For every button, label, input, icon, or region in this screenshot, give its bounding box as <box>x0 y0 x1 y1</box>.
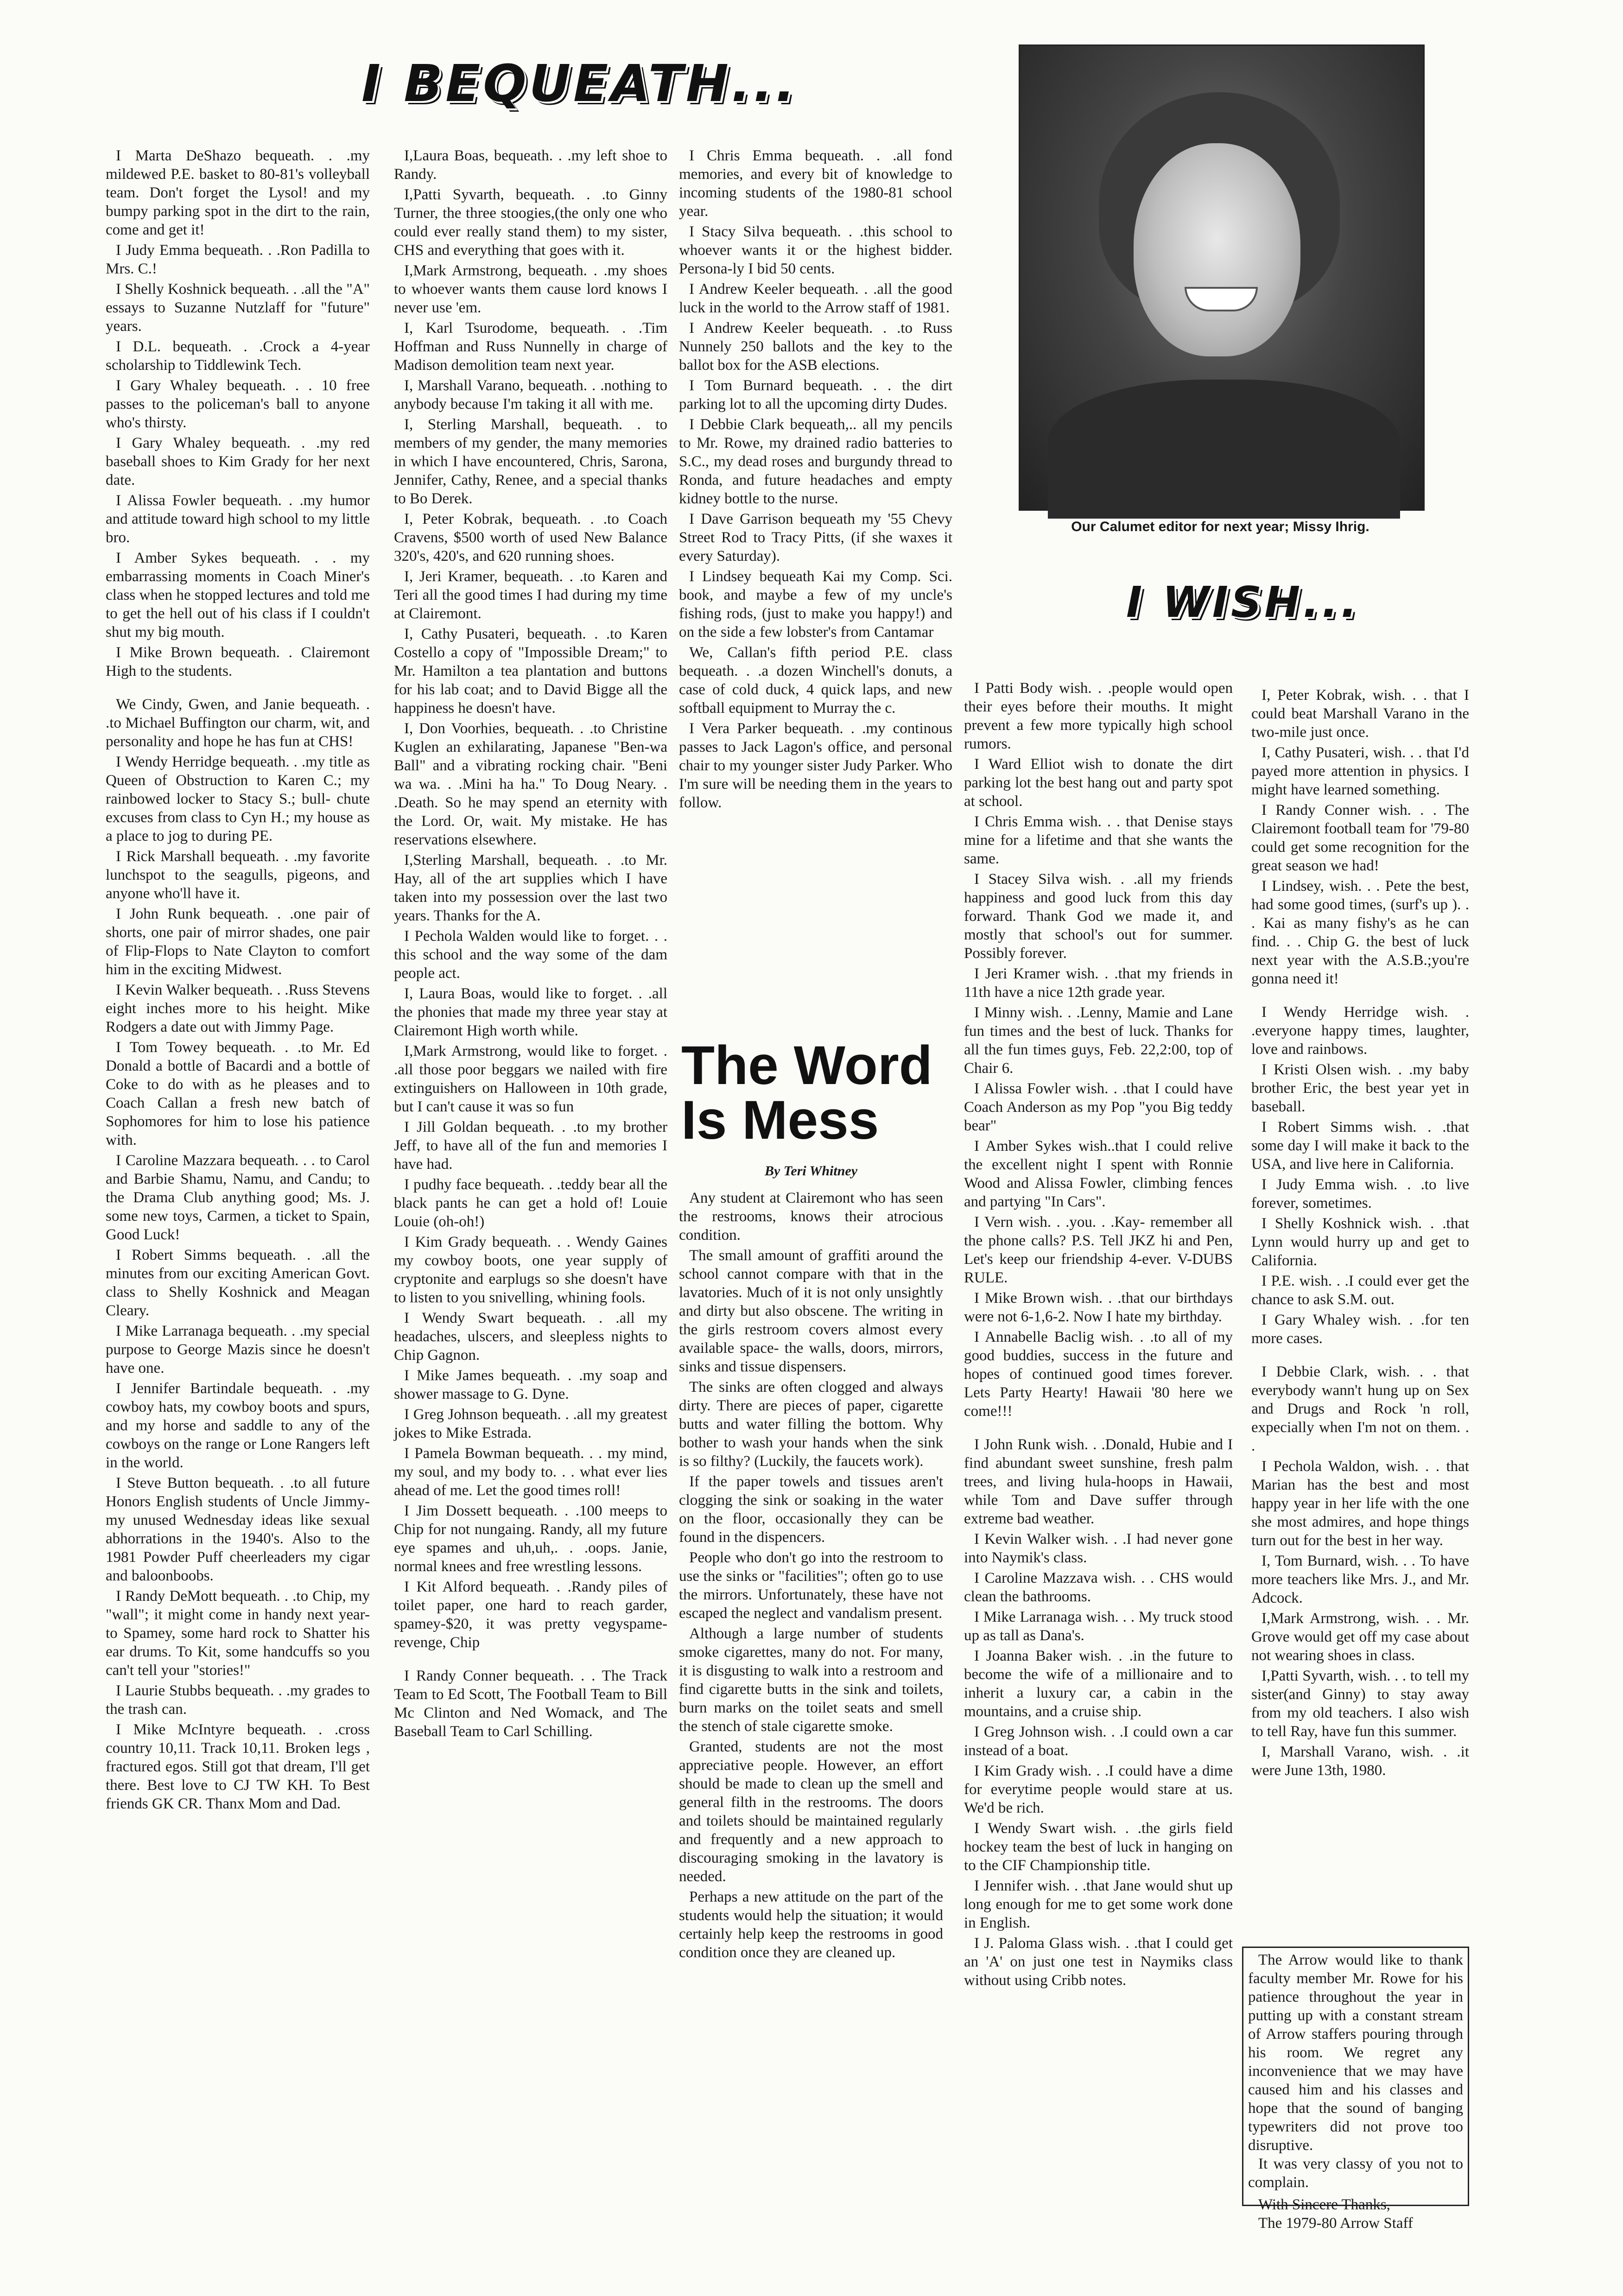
entry-paragraph: I Patti Body wish. . .people would open their eyes before their mouths. It might prevent a few more typically high school rumors. <box>964 680 1233 752</box>
entry-paragraph: I D.L. bequeath. . .Crock a 4-year scholarship to Tiddlewink Tech. <box>106 338 370 374</box>
notice-signature: The 1979-80 Arrow Staff <box>1258 2215 1413 2232</box>
entry-paragraph: I Tom Towey bequeath. . .to Mr. Ed Donald a bottle of Bacardi and a bottle of Coke to do with as he pleases and to Coach Callan a fresh new batch of Sophomores for him to lose his patience with. <box>106 1039 370 1148</box>
entry-paragraph: I P.E. wish. . .I could ever get the chance to ask S.M. out. <box>1251 1273 1469 1308</box>
bequeath-column-2 <box>394 146 667 2232</box>
article-byline: By Teri Whitney <box>764 1163 858 1179</box>
entry-paragraph: I Vern wish. . .you. . .Kay- remember all the phone calls? P.S. Tell JKZ hi and Pen, Let's keep our friendship 4-ever. V-DUBS RULE. <box>964 1214 1233 1286</box>
entry-paragraph: I Ward Elliot wish to donate the dirt parking lot the best hang out and party spot at school. <box>964 756 1233 810</box>
entry-paragraph: I Mike Larranaga wish. . . My truck stood up as tall as Dana's. <box>964 1609 1233 1644</box>
entry-paragraph: I Kevin Walker wish. . .I had never gone into Naymik's class. <box>964 1531 1233 1566</box>
entry-paragraph: I Jill Goldan bequeath. . .to my brother Jeff, to have all of the fun and memories I have had. <box>394 1119 667 1173</box>
entry-paragraph: I Amber Sykes wish..that I could relive the excellent night I spent with Ronnie Wood and Alissa Fowler, climbing fences and partying "In Cars". <box>964 1138 1233 1210</box>
entry-paragraph: I, Marshall Varano, bequeath. . .nothing to anybody because I'm taking it all with me. <box>394 377 667 412</box>
entry-paragraph: I Kristi Olsen wish. . .my baby brother Eric, the best year yet in baseball. <box>1251 1061 1469 1115</box>
editor-photo <box>1019 44 1425 511</box>
entry-paragraph: I Shelly Koshnick wish. . .that Lynn would hurry up and get to California. <box>1251 1215 1469 1269</box>
entry-paragraph: I, Cathy Pusateri, bequeath. . .to Karen Costello a copy of "Impossible Dream;" to Mr. Hamilton a tea plantation and buttons for his lab coat; and to David Bigge all the happiness he doesn't have. <box>394 626 667 717</box>
entry-paragraph: I,Patti Syvarth, bequeath. . .to Ginny Turner, the three stoogies,(the only one who could ever really stand them) to my sister, CHS and everything that goes with it. <box>394 186 667 259</box>
entry-paragraph: I Marta DeShazo bequeath. . .my mildewed P.E. basket to 80-81's volleyball team. Don't forget the Lysol! and my bumpy parking spot in the dirt to the rain, come and get it! <box>106 147 370 238</box>
entry-paragraph: I,Mark Armstrong, would like to forget. . .all those poor beggars we nailed with fire extinguishers on Halloween in 10th grade, but I can't cause it was so fun <box>394 1043 667 1115</box>
article-paragraph: The sinks are often clogged and always dirty. There are pieces of paper, cigarette butts and water filling the bottom. Why bother to wash your hands when the sink is so filthy? (Luckily, the faucets work). <box>679 1379 943 1470</box>
entry-paragraph: I Debbie Clark, wish. . . that everybody wann't hung up on Sex and Drugs and Rock 'n roll, expecially when I'm not on them. . . <box>1251 1364 1469 1454</box>
entry-paragraph: I Caroline Mazzava wish. . . CHS would clean the bathrooms. <box>964 1570 1233 1605</box>
entry-paragraph: I,Patti Syvarth, wish. . . to tell my sister(and Ginny) to stay away from my old teachers. I also wish to tell Ray, have fun this summer. <box>1251 1668 1469 1740</box>
entry-paragraph: I Pechola Waldon, wish. . . that Marian has the best and most happy year in her life with the one she most admires, and hope things turn out for the best in her way. <box>1251 1458 1469 1549</box>
entry-paragraph: I Andrew Keeler bequeath. . .all the good luck in the world to the Arrow staff of 1981. <box>679 281 952 316</box>
heading-i-wish: I WISH... <box>1126 577 1360 627</box>
entry-paragraph: I Chris Emma wish. . . that Denise stays mine for a lifetime and that she wants the same. <box>964 813 1233 867</box>
entry-paragraph: I, Don Voorhies, bequeath. . .to Christine Kuglen an exhilarating, Japanese "Ben-wa Ball" and a vibrating rocking chair. "Beni wa wa. . .Mini ha ha." To Doug Neary. . .Death. So he may spend an eternity with the Lord. Or, wait. My mistake. He has reservations elsewhere. <box>394 720 667 848</box>
entry-paragraph: I Chris Emma bequeath. . .all fond memories, and every bit of knowledge to incoming students of the 1980-81 school year. <box>679 147 952 220</box>
photo-face <box>1134 143 1300 356</box>
entry-paragraph: I Jennifer Bartindale bequeath. . .my cowboy hats, my cowboy boots and spurs, and my horse and saddle to any of the cowboys on the range or Lone Rangers left in the world. <box>106 1380 370 1471</box>
article-paragraph: The small amount of graffiti around the school cannot compare with that in the lavatories. Much of it is not only unsightly and dirty but also obscene. The writing in the girls restroom covers almost every available space- the walls, doors, mirrors, sinks and tissue dispensers. <box>679 1247 943 1375</box>
entry-paragraph: I, Marshall Varano, wish. . .it were June 13th, 1980. <box>1251 1744 1469 1779</box>
article-body <box>679 1189 943 2287</box>
entry-paragraph: I Greg Johnson wish. . .I could own a car instead of a boat. <box>964 1724 1233 1759</box>
entry-paragraph: I Amber Sykes bequeath. . . my embarrassing moments in Coach Miner's class when he stopped lectures and told me to get the hell out of his class if I couldn't shut my big mouth. <box>106 550 370 641</box>
entry-paragraph: I Debbie Clark bequeath,.. all my pencils to Mr. Rowe, my drained radio batteries to S.C., my dead roses and burgundy thread to Ronda, and future headaches and empty kidney bottle to the nurse. <box>679 416 952 507</box>
notice-body: The Arrow would like to thank faculty member Mr. Rowe for his patience throughout the year in putting up with a constant stream of Arrow staffers pouring through his room. We regret any inconvenience that we may have caused him and his classes and hope that the sound of banging typewriters did not prove too disruptive. <box>1248 1952 1463 2154</box>
entry-paragraph: I Pechola Walden would like to forget. . . this school and the way some of the dam people act. <box>394 928 667 982</box>
entry-paragraph: I Randy DeMott bequeath. . .to Chip, my "wall"; it might come in handy next year-to Spamey, some hard rock to Shatter his ear drums. To Kit, some handcuffs so you can't tell your "stories!" <box>106 1588 370 1679</box>
article-paragraph: If the paper towels and tissues aren't clogging the sink or soaking in the water on the floor, occasionally they can be found in the dispencers. <box>679 1473 943 1546</box>
article-paragraph: Although a large number of students smoke cigarettes, many do not. For many, it is disgusting to walk into a restroom and find cigarette butts in the sink and toilets, burn marks on the toilet seats and smell the stench of stale cigarette smoke. <box>679 1625 943 1735</box>
entry-paragraph: I, Peter Kobrak, wish. . . that I could beat Marshall Varano in the two-mile just once. <box>1251 687 1469 741</box>
thank-you-notice <box>1242 1947 1469 2232</box>
entry-paragraph: I Caroline Mazzara bequeath. . . to Carol and Barbie Shamu, Namu, and Candu; to the Drama Club anything good; Ms. J. some new toys, Carmen, a ticket to Spain, Good Luck! <box>106 1152 370 1243</box>
entry-paragraph: We, Callan's fifth period P.E. class bequeath. . .a dozen Winchell's donuts, a case of cold duck, 4 quick laps, and new softball equipment to Murray the c. <box>679 644 952 717</box>
entry-paragraph: I Minny wish. . .Lenny, Mamie and Lane fun times and the best of luck. Thanks for all the fun times guys, Feb. 22,2:00, top of Chair 6. <box>964 1004 1233 1077</box>
entry-paragraph: I Lindsey, wish. . . Pete the best, had some good times, (surf's up ). . . Kai as many fishy's as he can find. . . Chip G. the best of luck next year with the A.S.B.;you're gonna need it! <box>1251 878 1469 987</box>
bequeath-column-3 <box>679 146 952 1036</box>
entry-paragraph: I John Runk bequeath. . .one pair of shorts, one pair of mirror shades, one pair of Flip-Flops to Nate Clayton to comfort him in the exciting Midwest. <box>106 906 370 978</box>
entry-paragraph: I,Mark Armstrong, bequeath. . .my shoes to whoever wants them cause lord knows I never use 'em. <box>394 262 667 316</box>
entry-paragraph: I Joanna Baker wish. . .in the future to become the wife of a millionaire and to inherit a luxury car, a cabin in the mountains, and a cruise ship. <box>964 1648 1233 1720</box>
entry-paragraph: I Stacey Silva wish. . .all my friends happiness and good luck from this day forward. Thank God we made it, and mostly that school's out for summer. Possibly forever. <box>964 871 1233 962</box>
entry-paragraph: I, Sterling Marshall, bequeath. . to members of my gender, the many memories in which I have encountered, Chris, Sarona, Jennifer, Cathy, Renee, and a special thanks to Bo Derek. <box>394 416 667 507</box>
entry-paragraph: I Vera Parker bequeath. . .my continous passes to Jack Lagon's office, and personal chair to my younger sister Judy Parker. Who I'm sure will be needing them in the years to follow. <box>679 720 952 811</box>
entry-paragraph: I, Laura Boas, would like to forget. . .all the phonies that made my three year stay at Clairemont High worth while. <box>394 985 667 1039</box>
entry-paragraph: I Alissa Fowler bequeath. . .my humor and attitude toward high school to my little bro. <box>106 492 370 546</box>
entry-paragraph: I,Sterling Marshall, bequeath. . .to Mr. Hay, all of the art supplies which I have taken into my possession over the last two years. Thanks for the A. <box>394 852 667 924</box>
entry-paragraph: I, Tom Burnard, wish. . . To have more teachers like Mrs. J., and Mr. Adcock. <box>1251 1553 1469 1606</box>
entry-paragraph: I pudhy face bequeath. . .teddy bear all the black pants he can get a hold of! Louie Louie (oh-oh!) <box>394 1176 667 1230</box>
entry-paragraph: I Pamela Bowman bequeath. . . my mind, my soul, and my body to. . . what ever lies ahead of me. Let the good times roll! <box>394 1445 667 1499</box>
entry-paragraph: I Greg Johnson bequeath. . .all my greatest jokes to Mike Estrada. <box>394 1406 667 1441</box>
entry-paragraph: I Kim Grady wish. . .I could have a dime for everytime people would stare at us. We'd be rich. <box>964 1763 1233 1816</box>
entry-paragraph: I Mike James bequeath. . .my soap and shower massage to G. Dyne. <box>394 1367 667 1402</box>
photo-shirt <box>1048 380 1400 519</box>
entry-paragraph: I Rick Marshall bequeath. . .my favorite lunchspot to the seagulls, pigeons, and anyone who'll have it. <box>106 848 370 902</box>
entry-paragraph: I Alissa Fowler wish. . .that I could have Coach Anderson as my Pop "you Big teddy bear" <box>964 1080 1233 1134</box>
entry-paragraph: I Wendy Herridge wish. . .everyone happy times, laughter, love and rainbows. <box>1251 1004 1469 1058</box>
entry-paragraph: I Kim Grady bequeath. . . Wendy Gaines my cowboy boots, one year supply of cryptonite and earplugs so she doesn't have to listen to you snivelling, whining fools. <box>394 1234 667 1306</box>
entry-paragraph: I Lindsey bequeath Kai my Comp. Sci. book, and maybe a few of my uncle's fishing rods, (just to make you happy!) and on the side a few lobster's from Cantamar <box>679 568 952 641</box>
entry-paragraph: I Annabelle Baclig wish. . .to all of my good buddies, success in the future and hopes of continued good times forever. Lets Party Hearty! Hawaii '80 here we come!!! <box>964 1329 1233 1420</box>
entry-paragraph: I Jeri Kramer wish. . .that my friends in 11th have a nice 12th grade year. <box>964 965 1233 1001</box>
entry-paragraph: I, Jeri Kramer, bequeath. . .to Karen and Teri all the good times I had during my time at Clairemont. <box>394 568 667 622</box>
entry-paragraph: I, Peter Kobrak, bequeath. . .to Coach Cravens, $500 worth of used New Balance 320's, 420's, and 620 running shoes. <box>394 511 667 564</box>
entry-paragraph: We Cindy, Gwen, and Janie bequeath. . .to Michael Buffington our charm, wit, and personality and hope he has fun at CHS! <box>106 696 370 750</box>
entry-paragraph: I Mike Larranaga bequeath. . .my special purpose to George Mazis since he doesn't have one. <box>106 1323 370 1376</box>
notice-closing: With Sincere Thanks, <box>1258 2196 1390 2213</box>
entry-paragraph: I Mike McIntyre bequeath. . .cross country 10,11. Track 10,11. Broken legs , fractured egos. Still got that dream, I'll get there. Best love to CJ TW KH. To Best friends GK CR. Thanx Mom and Dad. <box>106 1721 370 1812</box>
article-paragraph: Granted, students are not the most appreciative people. However, an effort should be made to clean up the smell and general filth in the restrooms. The doors and toilets should be maintained regularly and frequently and a new approach to discouraging smoking in the lavatory is needed. <box>679 1738 943 1885</box>
entry-paragraph: I Steve Button bequeath. . .to all future Honors English students of Uncle Jimmy- my unused Wednesday ideas like sexual abhorrations in the 1940's. Also to the 1981 Powder Puff cheerleaders my cigar and baloonboobs. <box>106 1475 370 1584</box>
entry-paragraph: I Kit Alford bequeath. . .Randy piles of toilet paper, one hard to reach garder, spamey-$20, it was pretty vegyspame-revenge, Chip <box>394 1579 667 1651</box>
entry-paragraph: I Mike Brown wish. . .that our birthdays were not 6-1,6-2. Now I hate my birthday. <box>964 1290 1233 1325</box>
entry-paragraph: I Shelly Koshnick bequeath. . .all the "A" essays to Suzanne Nutzlaff for "future" years. <box>106 281 370 335</box>
entry-paragraph: I Kevin Walker bequeath. . .Russ Stevens eight inches more to his height. Mike Rodgers a date out with Jimmy Page. <box>106 982 370 1035</box>
entry-paragraph: I, Cathy Pusateri, wish. . . that I'd payed more attention in physics. I might have learned something. <box>1251 744 1469 798</box>
entry-paragraph: I,Mark Armstrong, wish. . . Mr. Grove would get off my case about not wearing shoes in class. <box>1251 1610 1469 1664</box>
entry-paragraph: I Robert Simms bequeath. . .all the minutes from our exciting American Govt. class to Shelly Koshnick and Meagan Cleary. <box>106 1247 370 1319</box>
entry-paragraph: I Judy Emma bequeath. . .Ron Padilla to Mrs. C.! <box>106 242 370 277</box>
entry-paragraph: I Jim Dossett bequeath. . .100 meeps to Chip for not nungaing. Randy, all my future eye spames and uh,uh,. . .oops. Janie, normal knees and free wrestling lessons. <box>394 1503 667 1575</box>
wish-column-1 <box>964 679 1233 2287</box>
entry-paragraph: I J. Paloma Glass wish. . .that I could get an 'A' on just one test in Naymiks class without using Cribb notes. <box>964 1935 1233 1989</box>
photo-caption: Our Calumet editor for next year; Missy Ihrig. <box>1071 519 1369 534</box>
bequeath-column-1 <box>106 146 370 2274</box>
entry-paragraph: I, Karl Tsurodome, bequeath. . .Tim Hoffman and Russ Nunnelly in charge of Madison demolition team next year. <box>394 320 667 374</box>
entry-paragraph: I Tom Burnard bequeath. . . the dirt parking lot to all the upcoming dirty Dudes. <box>679 377 952 412</box>
entry-paragraph: I Gary Whaley bequeath. . .my red baseball shoes to Kim Grady for her next date. <box>106 435 370 488</box>
entry-paragraph: I Dave Garrison bequeath my '55 Chevy Street Rod to Tracy Pitts, (if she waxes it every Saturday). <box>679 511 952 564</box>
article-paragraph: People who don't go into the restroom to use the sinks or "facilities"; often go to use the mirrors. Unfortunately, these have not escaped the neglect and vandalism present. <box>679 1549 943 1622</box>
entry-paragraph: I Wendy Swart bequeath. . .all my headaches, ulscers, and sleepless nights to Chip Gagnon. <box>394 1310 667 1364</box>
article-paragraph: Perhaps a new attitude on the part of the students would help the situation; it would certainly help keep the restrooms in good condition once they are cleaned up. <box>679 1889 943 1961</box>
entry-paragraph: I Mike Brown bequeath. . Clairemont High to the students. <box>106 644 370 679</box>
entry-paragraph: I Randy Conner bequeath. . . The Track Team to Ed Scott, The Football Team to Bill Mc Clinton and Ned Womack, and The Baseball Team to Carl Schilling. <box>394 1668 667 1740</box>
entry-paragraph: I Stacy Silva bequeath. . .this school to whoever wants it or the highest bidder. Persona-ly I bid 50 cents. <box>679 223 952 277</box>
entry-paragraph: I Jennifer wish. . .that Jane would shut up long enough for me to get some work done in English. <box>964 1877 1233 1931</box>
entry-paragraph: I,Laura Boas, bequeath. . .my left shoe to Randy. <box>394 147 667 183</box>
entry-paragraph: I Wendy Herridge bequeath. . .my title as Queen of Obstruction to Karen C.; my rainbowed locker to Stacy S.; bull- chute excuses from class to Cyn H.; my house as a place to jog to during PE. <box>106 754 370 844</box>
entry-paragraph: I Randy Conner wish. . . The Clairemont football team for '79-80 could get some recognition for the great season we had! <box>1251 802 1469 874</box>
entry-paragraph: I Laurie Stubbs bequeath. . .my grades to the trash can. <box>106 1682 370 1718</box>
entry-paragraph: I John Runk wish. . .Donald, Hubie and I find abundant sweet sunshine, fresh palm trees, and living hula-hoops in Hawaii, while Tom and Dave suffer through extreme bad weather. <box>964 1436 1233 1527</box>
entry-paragraph: I Gary Whaley wish. . .for ten more cases. <box>1251 1312 1469 1347</box>
entry-paragraph: I Robert Simms wish. . .that some day I will make it back to the USA, and live here in California. <box>1251 1119 1469 1173</box>
wish-column-2 <box>1251 686 1469 1937</box>
entry-paragraph: I Wendy Swart wish. . .the girls field hockey team the best of luck in hanging on to the CIF Championship title. <box>964 1820 1233 1874</box>
article-paragraph: Any student at Clairemont who has seen the restrooms, knows their atrocious condition. <box>679 1190 943 1243</box>
entry-paragraph: I Judy Emma wish. . .to live forever, sometimes. <box>1251 1176 1469 1211</box>
heading-i-bequeath: I BEQUEATH... <box>361 54 798 113</box>
entry-paragraph: I Andrew Keeler bequeath. . .to Russ Nunnely 250 ballots and the key to the ballot box for the ASB elections. <box>679 320 952 374</box>
entry-paragraph: I Gary Whaley bequeath. . . 10 free passes to the policeman's ball to anyone who's thirsty. <box>106 377 370 431</box>
article-title: The Word Is Mess <box>681 1035 932 1151</box>
notice-thanks-line: It was very classy of you not to complain. <box>1248 2156 1463 2191</box>
